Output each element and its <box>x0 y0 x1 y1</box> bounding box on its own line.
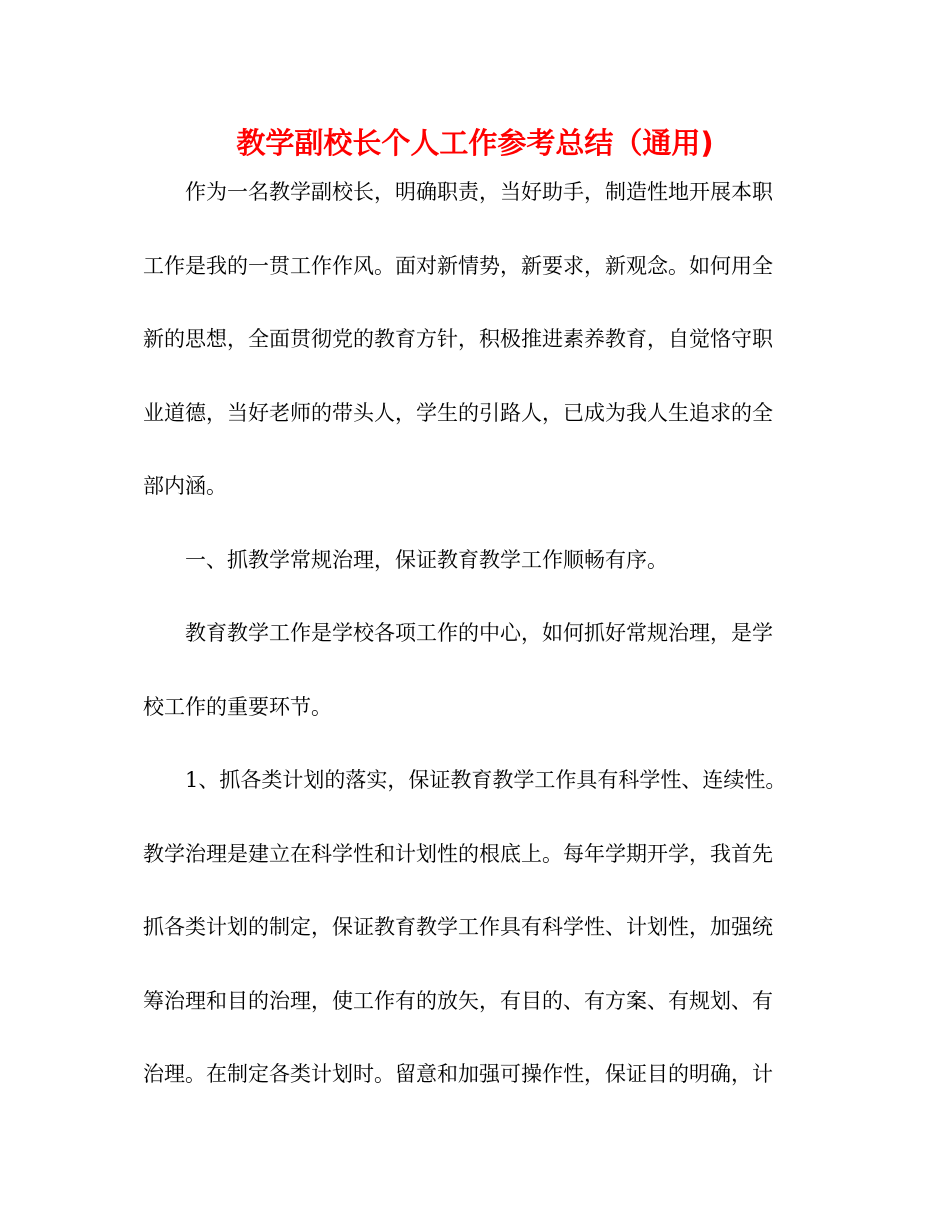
body-line: 抓各类计划的制定，保证教育教学工作具有科学性、计划性，加强统 <box>143 915 773 939</box>
body-line: 校工作的重要环节。 <box>143 694 332 719</box>
document-body <box>143 172 803 1128</box>
body-line: 作为一名教学副校长，明确职责，当好助手，制造性地开展本职 <box>143 180 773 204</box>
body-line: 治理。在制定各类计划时。留意和加强可操作性，保证目的明确，计 <box>143 1062 773 1086</box>
body-line: 教学治理是建立在科学性和计划性的根底上。每年学期开学，我首先 <box>143 841 773 866</box>
body-line: 工作是我的一贯工作作风。面对新情势，新要求，新观念。如何用全 <box>143 253 773 278</box>
body-line: 部内涵。 <box>143 474 227 498</box>
body-line: 一、抓教学常规治理，保证教育教学工作顺畅有序。 <box>143 547 668 572</box>
body-line: 筹治理和目的治理，使工作有的放矢，有目的、有方案、有规划、有 <box>143 988 773 1013</box>
body-line: 新的思想，全面贯彻党的教育方针，积极推进素养教育，自觉恪守职 <box>143 327 773 351</box>
document-title: 教学副校长个人工作参考总结（通用) <box>236 126 714 160</box>
body-line: 业道德，当好老师的带头人，学生的引路人，已成为我人生追求的全 <box>143 400 773 425</box>
body-line: 教育教学工作是学校各项工作的中心，如何抓好常规治理，是学 <box>143 621 773 645</box>
body-line: 1、抓各类计划的落实，保证教育教学工作具有科学性、连续性。 <box>143 768 787 792</box>
